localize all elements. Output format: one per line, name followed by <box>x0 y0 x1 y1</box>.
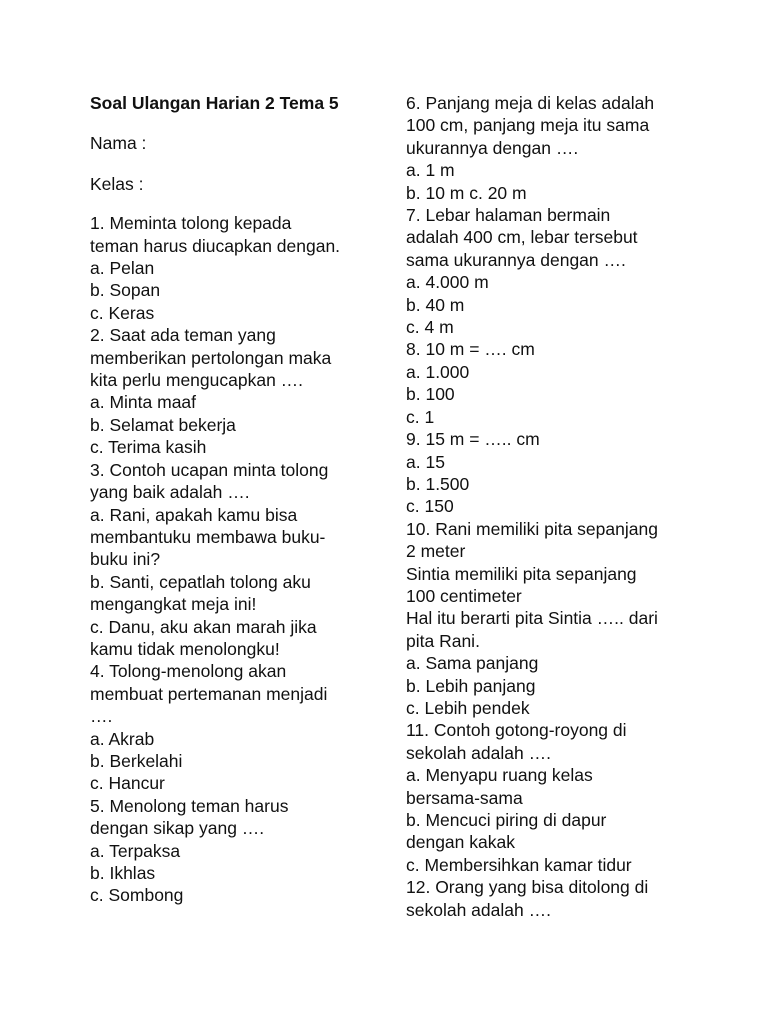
question-line: sekolah adalah …. <box>406 742 551 763</box>
question-line: 7. Lebar halaman bermain <box>406 205 611 226</box>
question-line: mengangkat meja ini! <box>90 594 257 615</box>
question-line: b. 100 <box>406 384 455 405</box>
question-line: teman harus diucapkan dengan. <box>90 235 341 256</box>
question-line: 6. Panjang meja di kelas adalah <box>406 93 655 113</box>
right-questions <box>406 92 706 921</box>
question-line: a. Terpaksa <box>90 840 181 861</box>
left-questions <box>90 212 390 907</box>
question-line: sekolah adalah …. <box>406 899 551 920</box>
question-line: 4. Tolong-menolong akan <box>90 661 287 682</box>
question-line: 9. 15 m = ….. cm <box>406 429 540 450</box>
question-line: Sintia memiliki pita sepanjang <box>406 563 637 584</box>
question-line: c. 150 <box>406 496 454 517</box>
kelas-label: Kelas : <box>90 173 144 194</box>
question-line: 12. Orang yang bisa ditolong di <box>406 877 649 898</box>
question-line: c. Sombong <box>90 885 184 906</box>
question-line: pita Rani. <box>406 630 480 651</box>
question-line: sama ukurannya dengan …. <box>406 249 626 270</box>
question-line: 11. Contoh gotong-royong di <box>406 720 627 741</box>
question-line: c. 4 m <box>406 317 454 338</box>
question-line: a. Minta maaf <box>90 392 197 413</box>
question-line: a. 15 <box>406 451 445 472</box>
question-line: b. 40 m <box>406 294 465 315</box>
question-line: 100 cm, panjang meja itu sama <box>406 115 650 136</box>
question-line: c. Danu, aku akan marah jika <box>90 616 317 637</box>
question-line: c. Lebih pendek <box>406 697 530 718</box>
question-line: a. 4.000 m <box>406 272 489 293</box>
question-line: a. Rani, apakah kamu bisa <box>90 504 298 525</box>
question-line: 2 meter <box>406 541 466 562</box>
question-line: a. Menyapu ruang kelas <box>406 765 593 786</box>
question-line: Hal itu berarti pita Sintia ….. dari <box>406 608 658 629</box>
question-line: kita perlu mengucapkan …. <box>90 370 304 391</box>
nama-label: Nama : <box>90 133 147 154</box>
question-line: c. 1 <box>406 406 435 427</box>
question-line: adalah 400 cm, lebar tersebut <box>406 227 638 248</box>
question-line: yang baik adalah …. <box>90 482 250 503</box>
question-line: c. Keras <box>90 302 155 323</box>
question-line: dengan kakak <box>406 832 515 853</box>
question-line: membuat pertemanan menjadi <box>90 683 328 704</box>
question-line: b. 10 m c. 20 m <box>406 182 527 203</box>
question-line: b. Ikhlas <box>90 863 156 883</box>
question-line: 5. Menolong teman harus <box>90 795 289 816</box>
question-line: a. Akrab <box>90 728 155 749</box>
right-column <box>406 92 706 921</box>
question-line: 3. Contoh ucapan minta tolong <box>90 459 329 480</box>
question-line: membantuku membawa buku- <box>90 526 326 547</box>
question-line: b. Berkelahi <box>90 750 183 771</box>
left-column <box>90 92 390 907</box>
question-line: b. Selamat bekerja <box>90 414 236 435</box>
question-line: 8. 10 m = …. cm <box>406 339 535 360</box>
question-line: c. Membersihkan kamar tidur <box>406 854 632 875</box>
question-line: b. Sopan <box>90 280 161 301</box>
question-line: a. 1.000 <box>406 361 470 382</box>
question-line: ukurannya dengan …. <box>406 137 579 158</box>
question-line: bersama-sama <box>406 787 523 808</box>
question-line: c. Hancur <box>90 773 165 794</box>
question-line: b. 1.500 <box>406 473 470 494</box>
question-line: b. Mencuci piring di dapur <box>406 810 607 830</box>
question-line: 2. Saat ada teman yang <box>90 325 276 346</box>
question-line: …. <box>90 706 113 727</box>
question-line: a. Sama panjang <box>406 653 539 674</box>
question-line: 10. Rani memiliki pita sepanjang <box>406 518 658 539</box>
question-line: 100 centimeter <box>406 585 522 606</box>
question-line: kamu tidak menolongku! <box>90 638 280 659</box>
question-line: 1. Meminta tolong kepada <box>90 213 292 234</box>
question-line: buku ini? <box>90 549 161 570</box>
question-line: c. Terima kasih <box>90 437 207 458</box>
question-line: a. 1 m <box>406 160 455 181</box>
question-line: b. Santi, cepatlah tolong aku <box>90 571 311 592</box>
page-title: Soal Ulangan Harian 2 Tema 5 <box>90 93 339 113</box>
question-line: a. Pelan <box>90 258 155 279</box>
question-line: memberikan pertolongan maka <box>90 347 332 368</box>
question-line: dengan sikap yang …. <box>90 818 265 839</box>
question-line: b. Lebih panjang <box>406 675 536 696</box>
